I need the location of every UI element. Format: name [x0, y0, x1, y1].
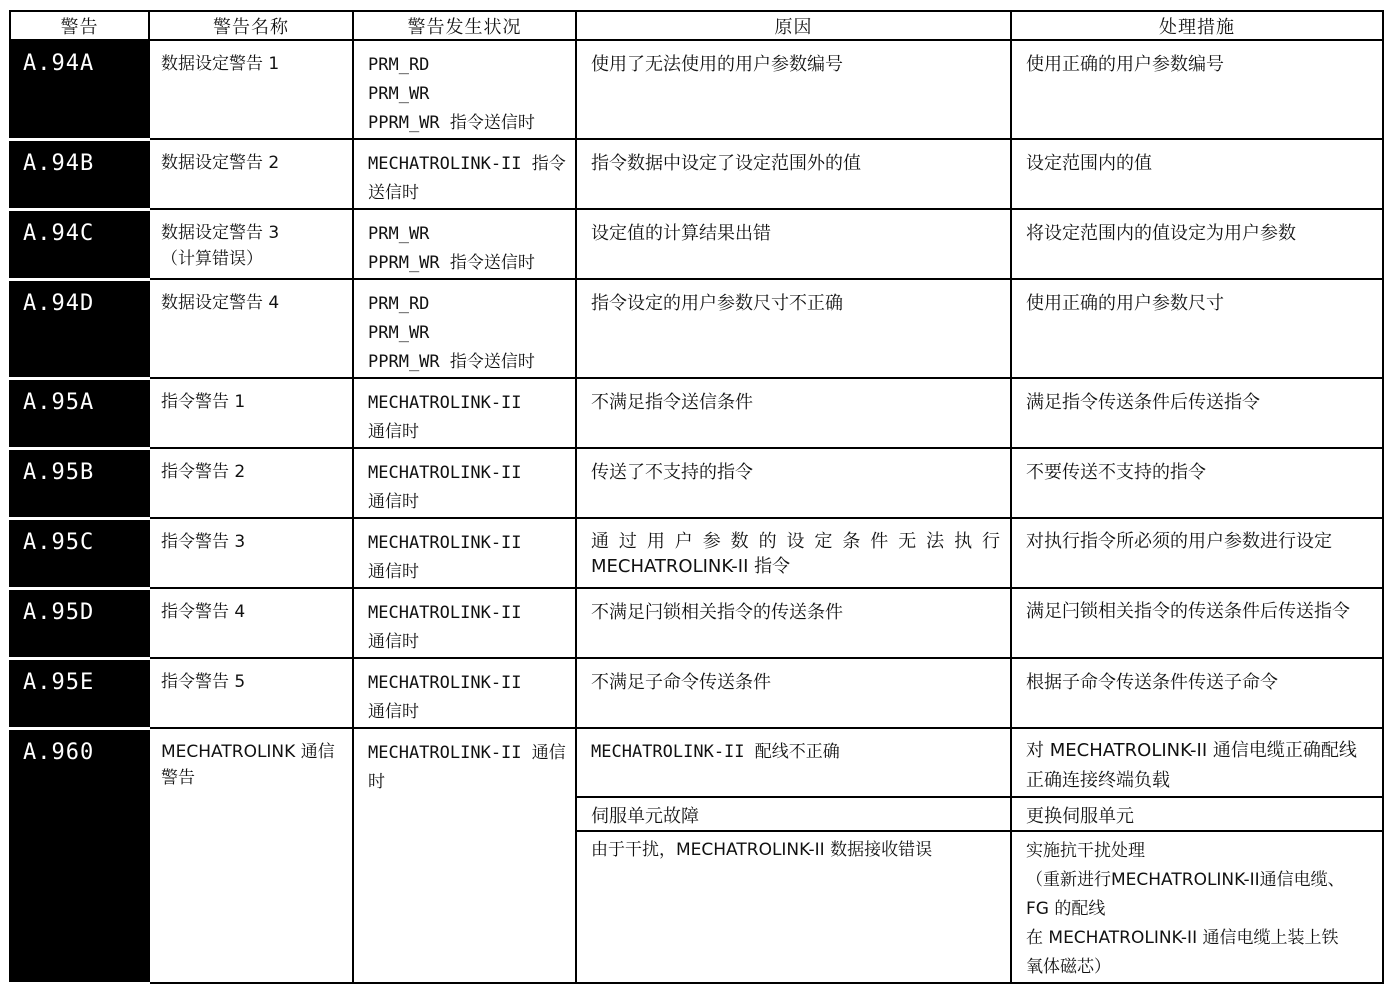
table-row: [10, 518, 1383, 588]
table-row: [10, 378, 1383, 448]
alarm-cause: 伺服单元故障: [576, 797, 1011, 831]
alarm-name: 指令警告 4: [149, 588, 353, 658]
table-row: [10, 448, 1383, 518]
alarm-action: 根据子命令传送条件传送子命令: [1011, 658, 1383, 728]
alarm-action: 满足闩锁相关指令的传送条件后传送指令: [1011, 588, 1383, 658]
alarm-name: 数据设定警告 3 （计算错误）: [149, 209, 353, 279]
alarm-cause: 指令数据中设定了设定范围外的值: [576, 139, 1011, 209]
alarm-cause: 不满足子命令传送条件: [576, 658, 1011, 728]
alarm-cause: 不满足指令送信条件: [576, 378, 1011, 448]
table-row: [10, 658, 1383, 728]
alarm-action: 使用正确的用户参数尺寸: [1011, 279, 1383, 378]
table-row: [10, 279, 1383, 378]
alarm-status: PRM_RD PRM_WR PPRM_WR 指令送信时: [353, 279, 576, 378]
alarm-code: A.960: [10, 728, 149, 983]
table-row: [10, 139, 1383, 209]
header-cause: 原因: [576, 11, 1011, 40]
alarm-status: PRM_WR PPRM_WR 指令送信时: [353, 209, 576, 279]
header-row: [10, 11, 1383, 40]
alarm-action: 不要传送不支持的指令: [1011, 448, 1383, 518]
table-row: [10, 209, 1383, 279]
alarm-code: A.95E: [10, 658, 149, 728]
alarm-code: A.94C: [10, 209, 149, 279]
alarm-status: MECHATROLINK-II 通信时: [353, 658, 576, 728]
alarm-table: [9, 10, 1384, 985]
alarm-name: 指令警告 1: [149, 378, 353, 448]
alarm-action: 设定范围内的值: [1011, 139, 1383, 209]
alarm-table-container: [9, 10, 1384, 985]
alarm-name: 数据设定警告 2: [149, 139, 353, 209]
alarm-name: 指令警告 5: [149, 658, 353, 728]
alarm-cause: 传送了不支持的指令: [576, 448, 1011, 518]
alarm-action: 使用正确的用户参数编号: [1011, 40, 1383, 139]
alarm-code: A.94D: [10, 279, 149, 378]
alarm-name: 指令警告 2: [149, 448, 353, 518]
header-alarm: 警告: [10, 11, 149, 40]
alarm-status: MECHATROLINK-II 指令 送信时: [353, 139, 576, 209]
alarm-name: 指令警告 3: [149, 518, 353, 588]
alarm-action: 对执行指令所必须的用户参数进行设定: [1011, 518, 1383, 588]
alarm-cause: 通过用户参数的设定条件无法执行 MECHATROLINK-II 指令: [576, 518, 1011, 588]
alarm-action: 实施抗干扰处理 （重新进行MECHATROLINK-II通信电缆、 FG 的配线 在 MECHATROLINK-II 通信电缆上装上铁 氧体磁芯）: [1011, 831, 1383, 983]
table-row: [10, 728, 1383, 797]
alarm-cause: 不满足闩锁相关指令的传送条件: [576, 588, 1011, 658]
alarm-action: 更换伺服单元: [1011, 797, 1383, 831]
alarm-code: A.94A: [10, 40, 149, 139]
alarm-status: PRM_RD PRM_WR PPRM_WR 指令送信时: [353, 40, 576, 139]
alarm-name: 数据设定警告 1: [149, 40, 353, 139]
table-row: [10, 588, 1383, 658]
header-alarm-name: 警告名称: [149, 11, 353, 40]
alarm-status: MECHATROLINK-II 通信 时: [353, 728, 576, 983]
alarm-code: A.95C: [10, 518, 149, 588]
alarm-action: 满足指令传送条件后传送指令: [1011, 378, 1383, 448]
table-row: [10, 40, 1383, 139]
table-body: [10, 40, 1383, 983]
alarm-cause: 使用了无法使用的用户参数编号: [576, 40, 1011, 139]
header-occurrence: 警告发生状况: [353, 11, 576, 40]
alarm-status: MECHATROLINK-II 通信时: [353, 448, 576, 518]
alarm-action: 对 MECHATROLINK-II 通信电缆正确配线 正确连接终端负载: [1011, 728, 1383, 797]
alarm-cause: 设定值的计算结果出错: [576, 209, 1011, 279]
alarm-code: A.95A: [10, 378, 149, 448]
alarm-status: MECHATROLINK-II 通信时: [353, 378, 576, 448]
alarm-code: A.95B: [10, 448, 149, 518]
alarm-cause: MECHATROLINK-II 配线不正确: [576, 728, 1011, 797]
alarm-status: MECHATROLINK-II 通信时: [353, 518, 576, 588]
alarm-cause: 由于干扰，MECHATROLINK-II 数据接收错误: [576, 831, 1011, 983]
alarm-action: 将设定范围内的值设定为用户参数: [1011, 209, 1383, 279]
alarm-code: A.94B: [10, 139, 149, 209]
header-action: 处理措施: [1011, 11, 1383, 40]
alarm-name: 数据设定警告 4: [149, 279, 353, 378]
alarm-code: A.95D: [10, 588, 149, 658]
alarm-cause: 指令设定的用户参数尺寸不正确: [576, 279, 1011, 378]
alarm-name: MECHATROLINK 通信 警告: [149, 728, 353, 983]
alarm-status: MECHATROLINK-II 通信时: [353, 588, 576, 658]
